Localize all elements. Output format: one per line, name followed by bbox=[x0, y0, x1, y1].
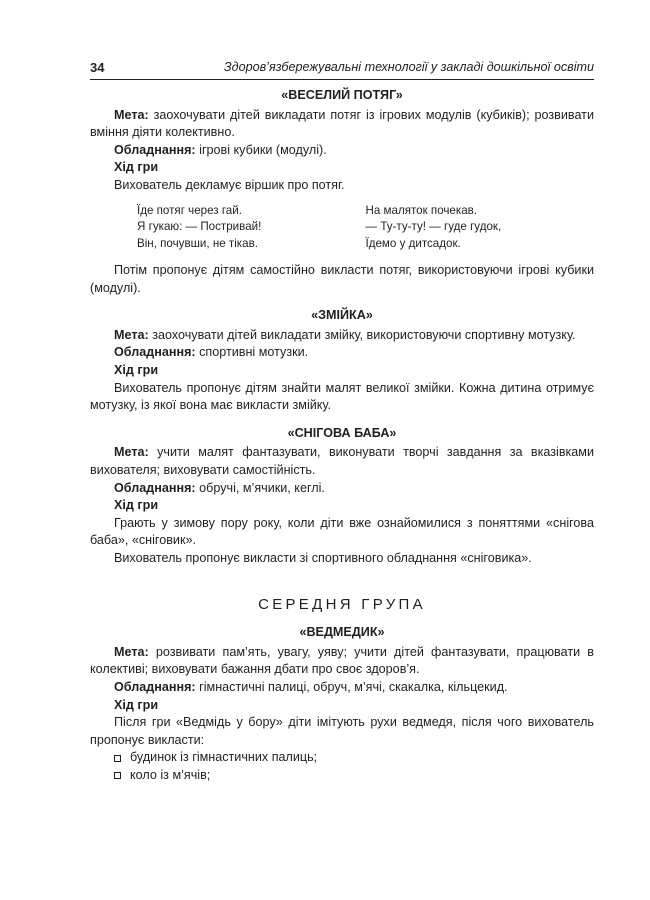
goal-label: Мета: bbox=[114, 445, 149, 460]
poem bbox=[137, 203, 594, 253]
equipment-label: Обладнання: bbox=[114, 142, 196, 157]
equipment-label: Обладнання: bbox=[114, 345, 196, 360]
game-text: Вихователь пропонує дітям знайти малят великої змійки. Кожна дитина отримує мотузку, із якої вона має викласти змійку. bbox=[90, 380, 594, 413]
equipment-label: Обладнання: bbox=[114, 679, 196, 694]
game-title-vedmedyk: «ВЕДМЕДИК» bbox=[299, 625, 385, 640]
poem-line: На маляток почекав. bbox=[365, 203, 478, 217]
game-intro: Вихователь декламує віршик про потяг. bbox=[114, 177, 345, 192]
game-title-snihova-baba: «СНІГОВА БАБА» bbox=[287, 425, 397, 440]
poem-line: Він, почувши, не тікав. bbox=[137, 236, 258, 250]
game-equipment bbox=[90, 344, 594, 362]
game-equipment bbox=[90, 142, 594, 160]
poem-column-left bbox=[137, 203, 366, 253]
procedure-label: Хід гри bbox=[114, 160, 159, 175]
list-item bbox=[90, 749, 594, 767]
square-bullet-icon bbox=[114, 755, 121, 762]
section-title: СЕРЕДНЯ ГРУПА bbox=[258, 595, 426, 613]
goal-text: заохочувати дітей викладати потяг із ігрових модулів (кубиків); розвивати вміння діяти колективно. bbox=[90, 107, 594, 140]
game-text: Вихователь пропонує викласти зі спортивного обладнання «сніговика». bbox=[114, 550, 532, 565]
page-number: 34 bbox=[90, 60, 105, 75]
game-equipment bbox=[90, 679, 594, 697]
game-goal bbox=[90, 644, 594, 679]
goal-text: заохочувати дітей викладати змійку, використовуючи спортивну мотузку. bbox=[148, 327, 576, 342]
game-text: Грають у зимову пору року, коли діти вже ознайомилися з поняттями «снігова баба», «сніговик». bbox=[90, 515, 594, 548]
equipment-text: гімнастичні палиці, обруч, м’ячі, скакалка, кільцекид. bbox=[195, 679, 508, 694]
game-goal bbox=[90, 107, 594, 142]
equipment-text: спортивні мотузки. bbox=[195, 345, 309, 360]
goal-label: Мета: bbox=[114, 107, 149, 122]
goal-label: Мета: bbox=[114, 644, 149, 659]
equipment-text: обручі, м’ячики, кеглі. bbox=[195, 480, 325, 495]
page-content bbox=[90, 87, 594, 785]
poem-line: Я гукаю: — Постривай! bbox=[137, 220, 262, 234]
poem-line: — Ту-ту-ту! — гуде гудок, bbox=[365, 220, 502, 234]
equipment-text: ігрові кубики (модулі). bbox=[195, 142, 327, 157]
game-text: Після гри «Ведмідь у бору» діти імітують рухи ведмедя, після чого вихователь пропонує викласти: bbox=[90, 715, 594, 747]
game-goal bbox=[90, 327, 594, 345]
game-title-vesely-potiah: «ВЕСЕЛИЙ ПОТЯГ» bbox=[281, 88, 403, 102]
game-goal bbox=[90, 444, 594, 479]
game-text: Потім пропонує дітям самостійно викласти потяг, використовуючи ігрові кубики (модулі). bbox=[90, 263, 594, 295]
running-title: Здоров’язбережувальні технології у закладі дошкільної освіти bbox=[223, 60, 594, 74]
running-header bbox=[90, 59, 594, 80]
goal-text: учити малят фантазувати, виконувати творчі завдання за вказівками вихователя; виховувати самостійність. bbox=[90, 445, 594, 477]
poem-column-right bbox=[366, 203, 595, 253]
square-bullet-icon bbox=[114, 772, 121, 779]
list-item-text: коло із м’ячів; bbox=[130, 767, 211, 782]
equipment-label: Обладнання: bbox=[114, 480, 196, 495]
game-equipment bbox=[90, 480, 594, 498]
poem-line: Їде потяг через гай. bbox=[137, 203, 242, 217]
poem-line: Їдемо у дитсадок. bbox=[365, 236, 461, 250]
goal-label: Мета: bbox=[114, 327, 149, 342]
goal-text: розвивати пам’ять, увагу, уяву; учити дітей фантазувати, працювати в колективі; виховувати бажання дбати про своє здоров’я. bbox=[90, 644, 594, 677]
procedure-label: Хід гри bbox=[114, 697, 159, 712]
procedure-label: Хід гри bbox=[114, 363, 159, 378]
list-item bbox=[90, 767, 594, 785]
procedure-label: Хід гри bbox=[114, 498, 159, 513]
list-item-text: будинок із гімнастичних палиць; bbox=[130, 750, 318, 765]
game-title-zmiika: «ЗМІЙКА» bbox=[311, 308, 373, 323]
